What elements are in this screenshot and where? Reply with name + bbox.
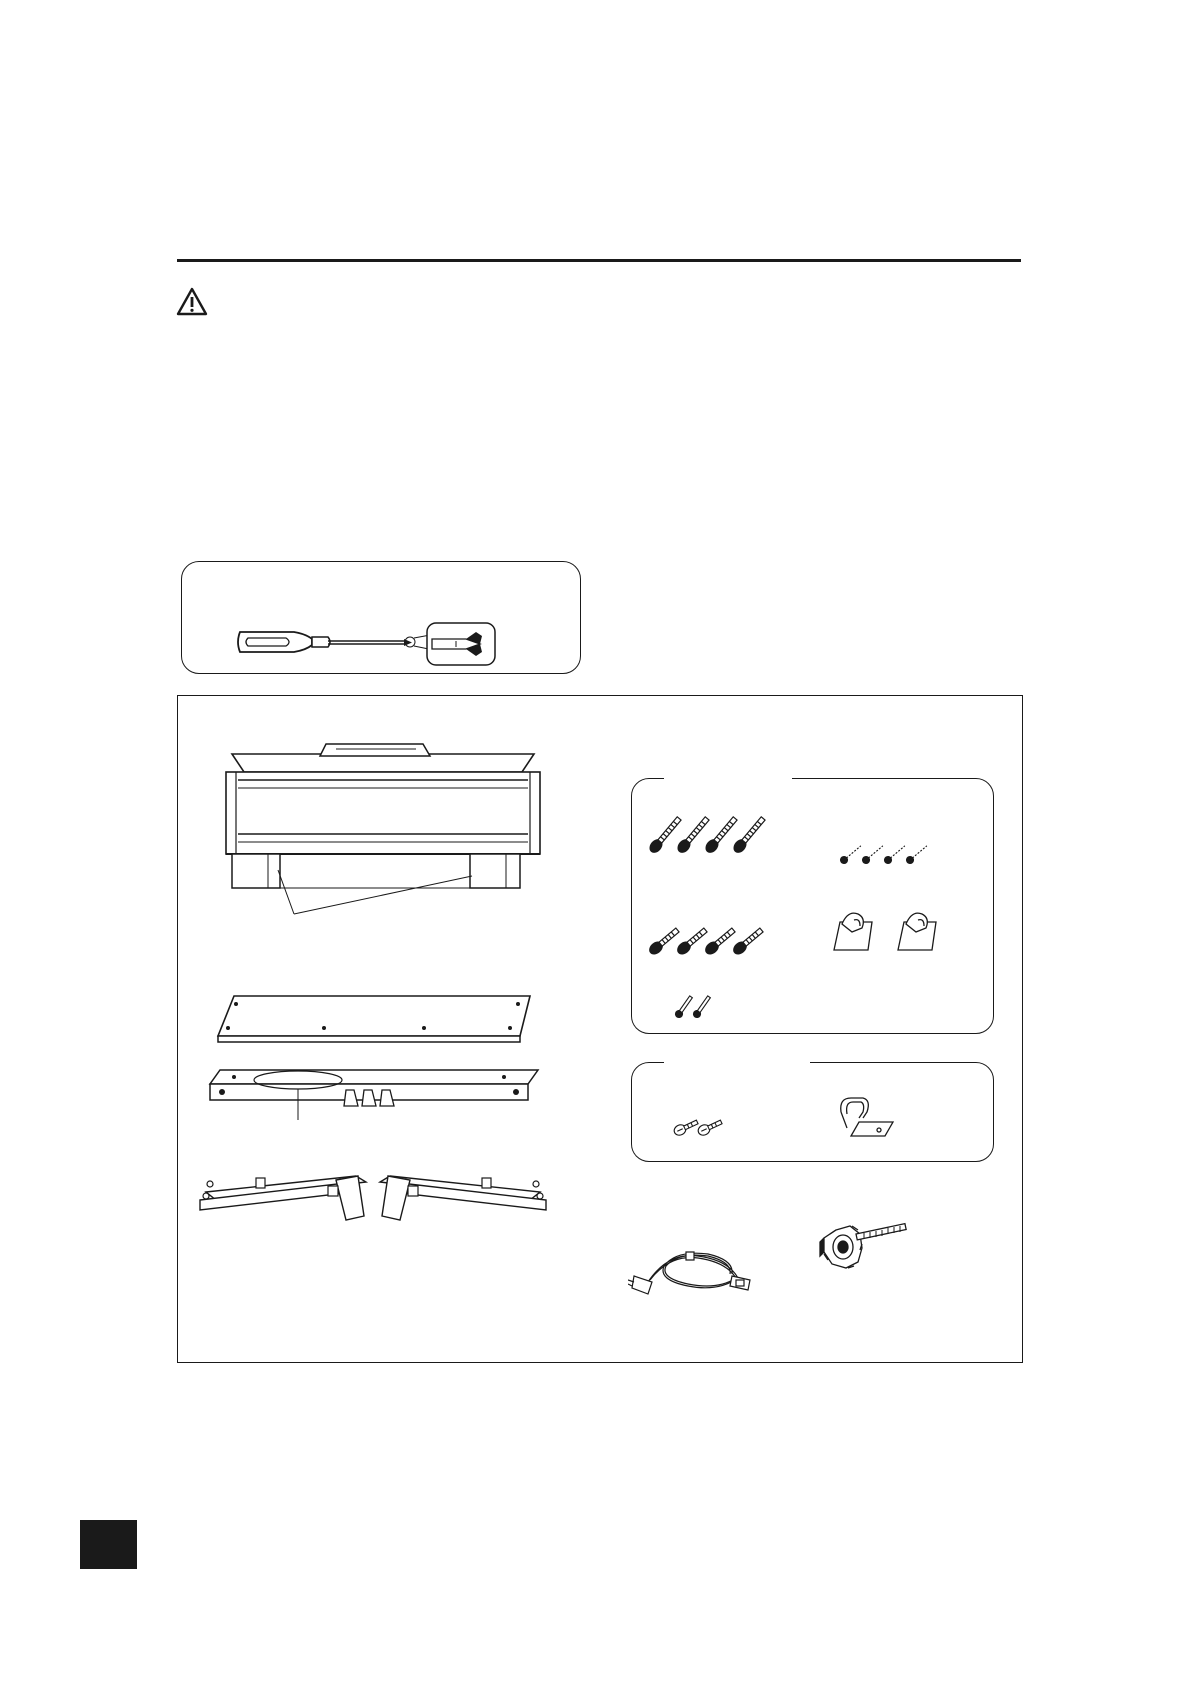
package-contents-box bbox=[177, 695, 1023, 1363]
section-rule bbox=[177, 259, 1021, 262]
power-cord-icon bbox=[628, 1232, 758, 1302]
short-thin-screw-icon bbox=[838, 828, 938, 868]
warning-triangle-icon bbox=[176, 287, 208, 317]
piano-main-unit-icon bbox=[218, 736, 548, 926]
medium-screw-icon bbox=[648, 914, 768, 958]
cord-holder-clip-icon bbox=[828, 906, 958, 956]
screw-group-b-label-gap bbox=[664, 1059, 810, 1065]
adjuster-bolt-icon bbox=[816, 1216, 916, 1296]
small-screw-icon bbox=[673, 986, 723, 1020]
phillips-tip-detail-icon bbox=[426, 622, 496, 666]
screw-group-a-label-gap bbox=[664, 775, 792, 781]
headphone-hanger-icon bbox=[833, 1092, 903, 1142]
long-screw-icon bbox=[648, 806, 768, 856]
pedal-box-icon bbox=[204, 1066, 544, 1146]
page-number-tab bbox=[80, 1520, 137, 1569]
small-screw-pair-icon bbox=[672, 1106, 732, 1140]
required-tool-box bbox=[181, 561, 581, 674]
back-board-icon bbox=[212, 992, 542, 1052]
side-panel-pair-icon bbox=[196, 1156, 566, 1256]
